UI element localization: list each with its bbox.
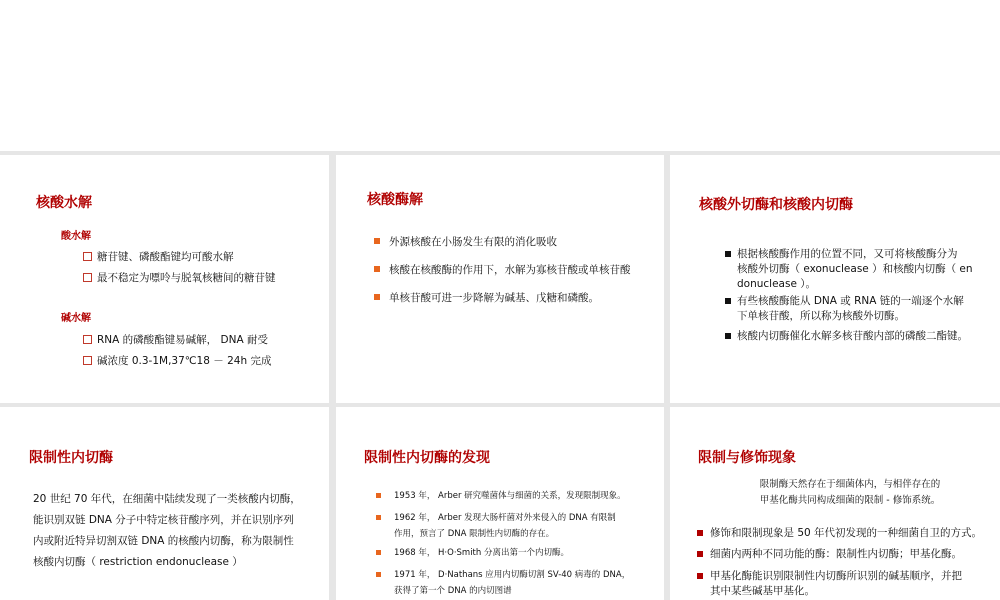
list-item <box>725 329 968 344</box>
alkaline-hydrolysis-heading: 碱水解 <box>61 313 91 324</box>
list-item-text: 其中某些碱基甲基化。 <box>710 585 815 597</box>
slide-restriction-modification[interactable] <box>670 407 1000 600</box>
slide-nuclease-hydrolysis[interactable] <box>336 155 664 403</box>
list-item-text: 修饰和限制现象是 50 年代初发现的一种细菌自卫的方式。 <box>710 527 983 539</box>
list-item-text: 碱浓度 0.3-1M,37℃18 － 24h 完成 <box>97 355 272 367</box>
definition-paragraph <box>33 489 301 573</box>
slide-title: 核酸酶解 <box>367 192 423 208</box>
list-item <box>83 249 234 264</box>
list-item <box>83 270 276 285</box>
square-bullet-icon <box>697 530 703 536</box>
square-bullet-icon <box>374 294 380 300</box>
list-item-text: 核酸在核酸酶的作用下，水解为寡核苷酸或单核苷酸 <box>389 264 631 276</box>
square-bullet-icon <box>725 251 731 257</box>
list-item <box>725 294 964 324</box>
list-item-text: 单核苷酸可进一步降解为碱基、戊糖和磷酸。 <box>389 292 599 304</box>
list-item <box>376 567 630 599</box>
list-item-text: 1968 年， H·O·Smith 分离出第一个内切酶。 <box>394 548 569 558</box>
square-bullet-icon <box>697 573 703 579</box>
list-item-text: 获得了第一个 DNA 的内切图谱 <box>394 586 512 596</box>
list-item-text: 作用，预言了 DNA 限制性内切酶的存在。 <box>394 529 555 539</box>
list-item <box>376 510 616 542</box>
square-bullet-icon <box>376 550 381 555</box>
slide-discovery-of-restriction-enzymes[interactable] <box>336 407 664 600</box>
list-item-text: 1962 年， Arber 发现大肠杆菌对外来侵入的 DNA 有限制 <box>394 513 616 523</box>
paragraph-line: 20 世纪 70 年代，在细菌中陆续发现了一类核酸内切酶， <box>33 493 301 505</box>
paragraph-line: 能识别双链 DNA 分子中特定核苷酸序列，并在识别序列 <box>33 514 294 526</box>
list-item <box>83 332 268 347</box>
intro-line: 甲基化酶共同构成细菌的限制 - 修饰系统。 <box>759 495 941 506</box>
slide-restriction-endonuclease[interactable] <box>0 407 329 600</box>
list-item-text: 下单核苷酸，所以称为核酸外切酶。 <box>737 310 905 322</box>
hollow-square-bullet-icon <box>83 252 92 261</box>
square-bullet-icon <box>725 298 731 304</box>
list-item-text: 1953 年， Arber 研究噬菌体与细菌的关系，发现限制现象。 <box>394 491 626 501</box>
hollow-square-bullet-icon <box>83 273 92 282</box>
slide-title: 限制性内切酶的发现 <box>364 450 490 466</box>
acid-hydrolysis-heading: 酸水解 <box>61 231 91 242</box>
list-item-text: 有些核酸酶能从 DNA 或 RNA 链的一端逐个水解 <box>737 295 964 307</box>
slide-title: 限制性内切酶 <box>29 450 113 466</box>
list-item-text: 外源核酸在小肠发生有限的消化吸收 <box>389 236 557 248</box>
slide-title: 限制与修饰现象 <box>698 450 796 466</box>
intro-line: 限制酶天然存在于细菌体内，与相伴存在的 <box>759 479 941 490</box>
list-item <box>697 547 962 562</box>
list-item-text: donuclease ）。 <box>737 278 817 290</box>
intro-text <box>730 477 970 509</box>
list-item <box>725 247 973 292</box>
square-bullet-icon <box>376 572 381 577</box>
list-item-text: 1971 年， D·Nathans 应用内切酶切割 SV-40 病毒的 DNA， <box>394 570 631 580</box>
paragraph-line: 核酸内切酶（ restriction endonuclease ） <box>33 556 243 568</box>
square-bullet-icon <box>376 493 381 498</box>
slide-nucleic-acid-hydrolysis[interactable] <box>0 155 329 403</box>
list-item <box>374 290 599 305</box>
list-item-text: 糖苷键、磷酸酯键均可酸水解 <box>97 251 234 263</box>
list-item-text: 核酸外切酶（ exonuclease ）和核酸内切酶（ en <box>737 263 973 275</box>
list-item <box>376 545 569 561</box>
list-item-text: 甲基化酶能识别限制性内切酶所识别的碱基顺序，并把 <box>710 570 962 582</box>
slide-title: 核酸水解 <box>36 195 92 211</box>
slide-title: 核酸外切酶和核酸内切酶 <box>699 197 853 213</box>
hollow-square-bullet-icon <box>83 335 92 344</box>
list-item <box>376 488 626 504</box>
list-item <box>697 526 982 541</box>
square-bullet-icon <box>697 551 703 557</box>
list-item <box>83 353 271 368</box>
square-bullet-icon <box>374 238 380 244</box>
list-item-text: 最不稳定为嘌呤与脱氧核糖间的糖苷键 <box>97 272 276 284</box>
hollow-square-bullet-icon <box>83 356 92 365</box>
square-bullet-icon <box>725 333 731 339</box>
list-item <box>697 569 962 599</box>
list-item-text: 细菌内两种不同功能的酶：限制性内切酶；甲基化酶。 <box>710 548 962 560</box>
list-item-text: 核酸内切酶催化水解多核苷酸内部的磷酸二酯键。 <box>737 330 968 342</box>
square-bullet-icon <box>374 266 380 272</box>
slide-exo-endo-nuclease[interactable] <box>670 155 1000 403</box>
list-item-text: RNA 的磷酸酯键易碱解， DNA 耐受 <box>97 334 268 346</box>
list-item-text: 根据核酸酶作用的位置不同，又可将核酸酶分为 <box>737 248 958 260</box>
list-item <box>374 262 631 277</box>
list-item <box>374 234 557 249</box>
square-bullet-icon <box>376 515 381 520</box>
paragraph-line: 内或附近特异切割双链 DNA 的核酸内切酶，称为限制性 <box>33 535 294 547</box>
